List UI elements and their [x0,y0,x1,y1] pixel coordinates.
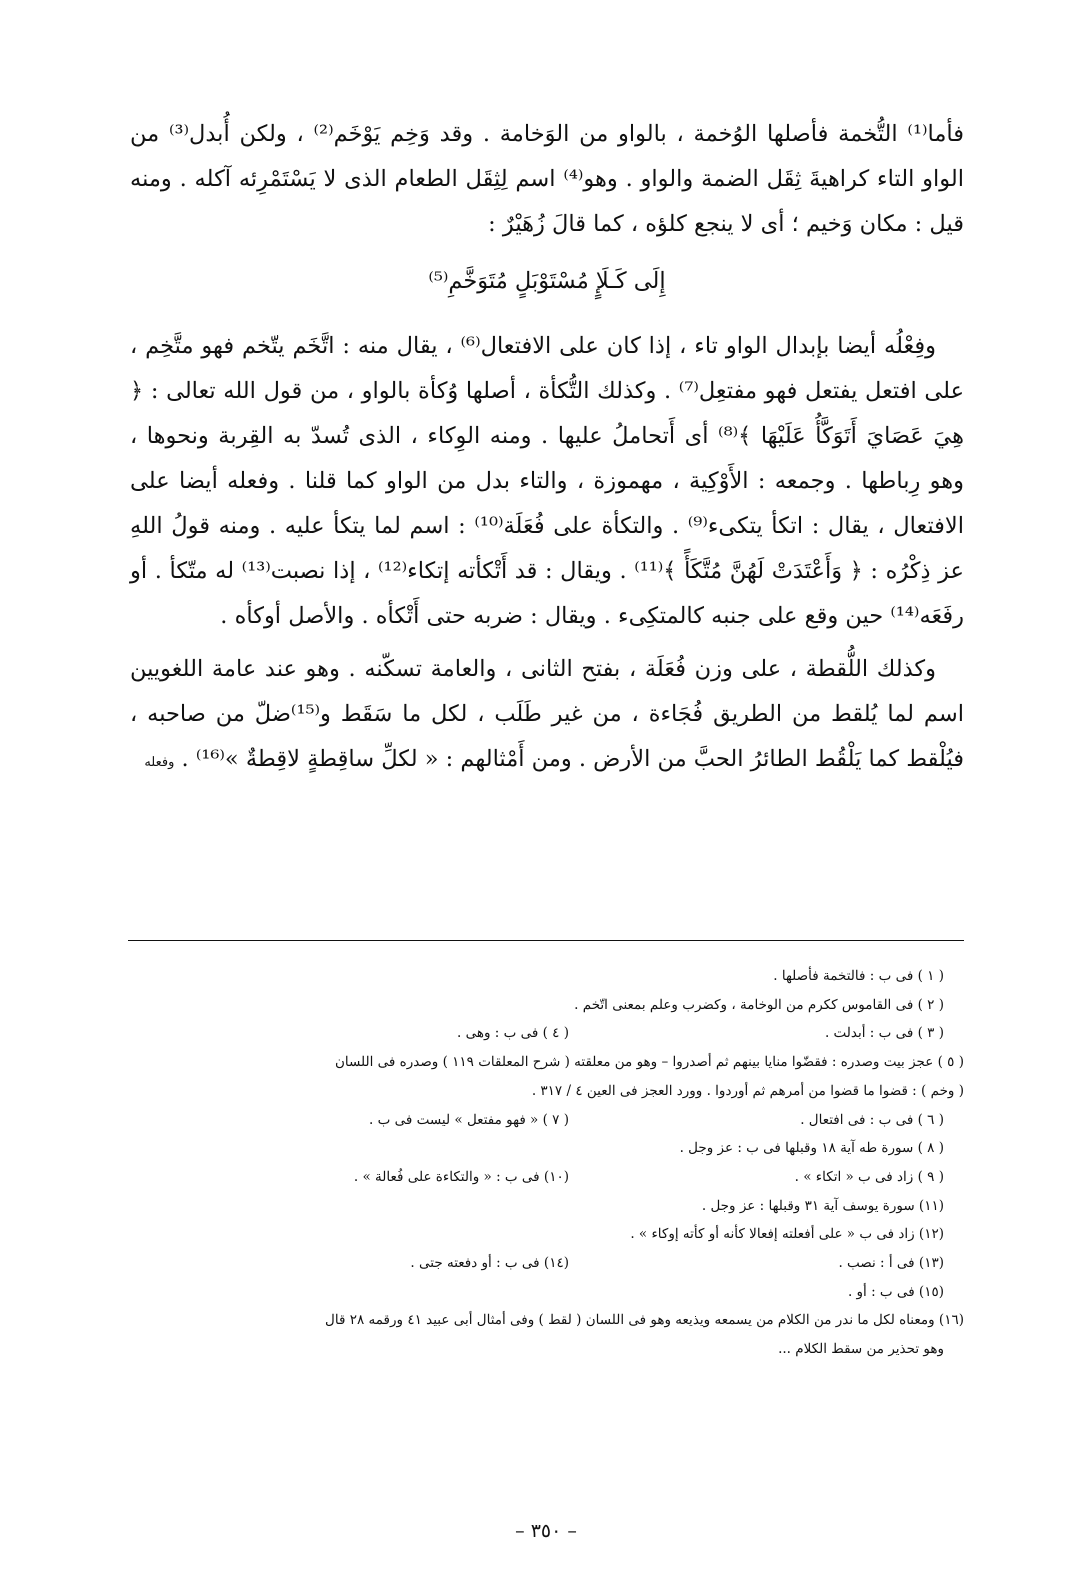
paragraph-tukaa: وفِعْلُه أيضا بإبدال الواو تاء ، إذا كان على الافتعال⁽⁶⁾ ، يقال منه : اتَّخَم يتّخم فهو متَّخِم ، على افتعل يفتعل فهو مفتعِل⁽⁷⁾ . وكذلك التُّكأة ، أصلها وُكأة بالواو ، من قول الله تعالى : ﴿ هِيَ عَصَايَ أَتَوَكَّأُ عَلَيْهَا ﴾⁽⁸⁾ أى أَتحاملُ عليها . ومنه الوِكاء ، الذى تُسدّ به القِربة ونحوها ، وهو رِباطها . وجمعه : الأَوْكِية ، مهموزة ، والتاء بدل من الواو كما قلنا . وفعله أيضا على الافتعال ، يقال : اتكأ يتكىء⁽⁹⁾ . والتكأة على فُعَلَة⁽¹⁰⁾ : اسم لما يتكأ عليه . ومنه قولُ اللهِ عز ذِكْرُه : ﴿ وَأَعْتَدَتْ لَهُنَّ مُتَّكَأً ﴾⁽¹¹⁾ . ويقال : قد أَتْكأته إتكاء⁽¹²⁾ ، إذا نصبت⁽¹³⁾ له متّكأ . أو رفَعَه⁽¹⁴⁾ حين وقع على جنبه كالمتكِىء . ويقال : ضربه حتى أَتْكأه . والأصل أوكأه . [130,333,965,629]
footnote-12: (١٢) زاد فى ب « على أفعلته إفعالا كأنه أو كأته إوكاء » . [630,1226,944,1243]
footnote-16-continued: وهو تحذير من سقط الكلام ... [778,1341,944,1358]
footnote-row-13-14 [128,1249,944,1278]
footnote-4: ( ٤ ) فى ب : وهى . [457,1025,569,1042]
paragraph-luqta [130,647,964,785]
footnote-row-3-4 [128,1019,944,1048]
paragraph-luqta-tail: وفعله [144,755,175,770]
footnote-5-continued: ( وخم ) : قضوا ما قضوا من أمرهم ثم أوردوا . وورد العجز فى العين ٤ / ٣١٧ . [531,1082,964,1099]
footnote-7: ( ٧ ) « فهو مفتعل » ليست فى ب . [369,1111,569,1128]
footnote-16: (١٦) ومعناه لكل ما ندر من الكلام من يسمعه ويذيعه وهو فى اللسان ( لقط ) وفى أمثال أبى عبيد ٤١ ورقمه ٢٨ قال [325,1312,964,1329]
paragraph-luqta-text: وكذلك اللُّقطة ، على وزن فُعَلَة ، بفتح الثانى ، والعامة تسكّنه . وهو عند عامة اللغويين اسم لما يُلقط من الطريق فُجَاءة ، من غير طَلَب ، لكل ما سَقَط و⁽¹⁵⁾ضلّ من صاحبه ، فيُلْقط كما يَلْقُط الطائرُ الحبَّ من الأرض . ومن أَمْثالهم : « لكلِّ ساقِطةٍ لاقِطةٌ »⁽¹⁶⁾ . [130,656,964,772]
footnote-8: ( ٨ ) سورة طه آية ١٨ وقبلها فى ب : عز وجل . [679,1140,944,1157]
footnote-row-6-7 [128,1106,944,1135]
footnote-14: (١٤) فى ب : أو دفعته جتى . [410,1255,569,1272]
main-text [130,112,964,785]
verse-zuhayr: إِلَى كَـلَإٍ مُسْتَوْبَلٍ مُتَوَخَّمِ⁽⁵⁾ [428,268,666,294]
footnote-13: (١٣) فى أ : نصب . [838,1255,944,1272]
footnote-6: ( ٦ ) فى ب : فى افتعال . [800,1111,944,1128]
footnote-10: (١٠) فى ب : « والتكاءة على فُعالة » . [353,1168,569,1185]
footnote-1: ( ١ ) فى ب : فالتخمة فأصلها . [773,968,944,984]
page-number: – ٣٥٠ – [515,1520,577,1542]
footnote-divider [128,940,964,941]
footnote-5: ( ٥ ) عجز بيت وصدره : فقضّوا منايا بينهم ثم أصدروا – وهو من معلقته ( شرح المعلقات ١١٩ ) وصدره فى اللسان [334,1054,964,1071]
footnotes [128,962,964,1364]
footnote-3: ( ٣ ) فى ب : أبدلت . [824,1025,944,1042]
footnote-15: (١٥) فى ب : أو . [847,1283,944,1300]
footnote-11: (١١) سورة يوسف آية ٣١ وقبلها : عز وجل . [701,1197,944,1214]
paragraph-tukhma: فأما⁽¹⁾ التُّخمة فأصلها الوُخمة ، بالواو من الوَخامة . وقد وَخِم يَوْخَم⁽²⁾ ، ولكن أُبدل⁽³⁾ من الواو التاء كراهيةَ ثِقَل الضمة والواو . وهو⁽⁴⁾ اسم لِثِقَل الطعام الذى لا يَسْتَمْرِئه آكله . ومنه قيل : مكان وَخيم ؛ أى لا ينجع كلؤه ، كما قالَ زُهَيْرٌ : [130,121,965,237]
footnote-2: ( ٢ ) فى القاموس ككرم من الوخامة ، وكضرب وعلم بمعنى اتّخم . [574,996,944,1013]
footnote-9: ( ٩ ) زاد فى ب « اتكاء » . [794,1168,944,1185]
footnote-row-9-10 [128,1163,944,1192]
